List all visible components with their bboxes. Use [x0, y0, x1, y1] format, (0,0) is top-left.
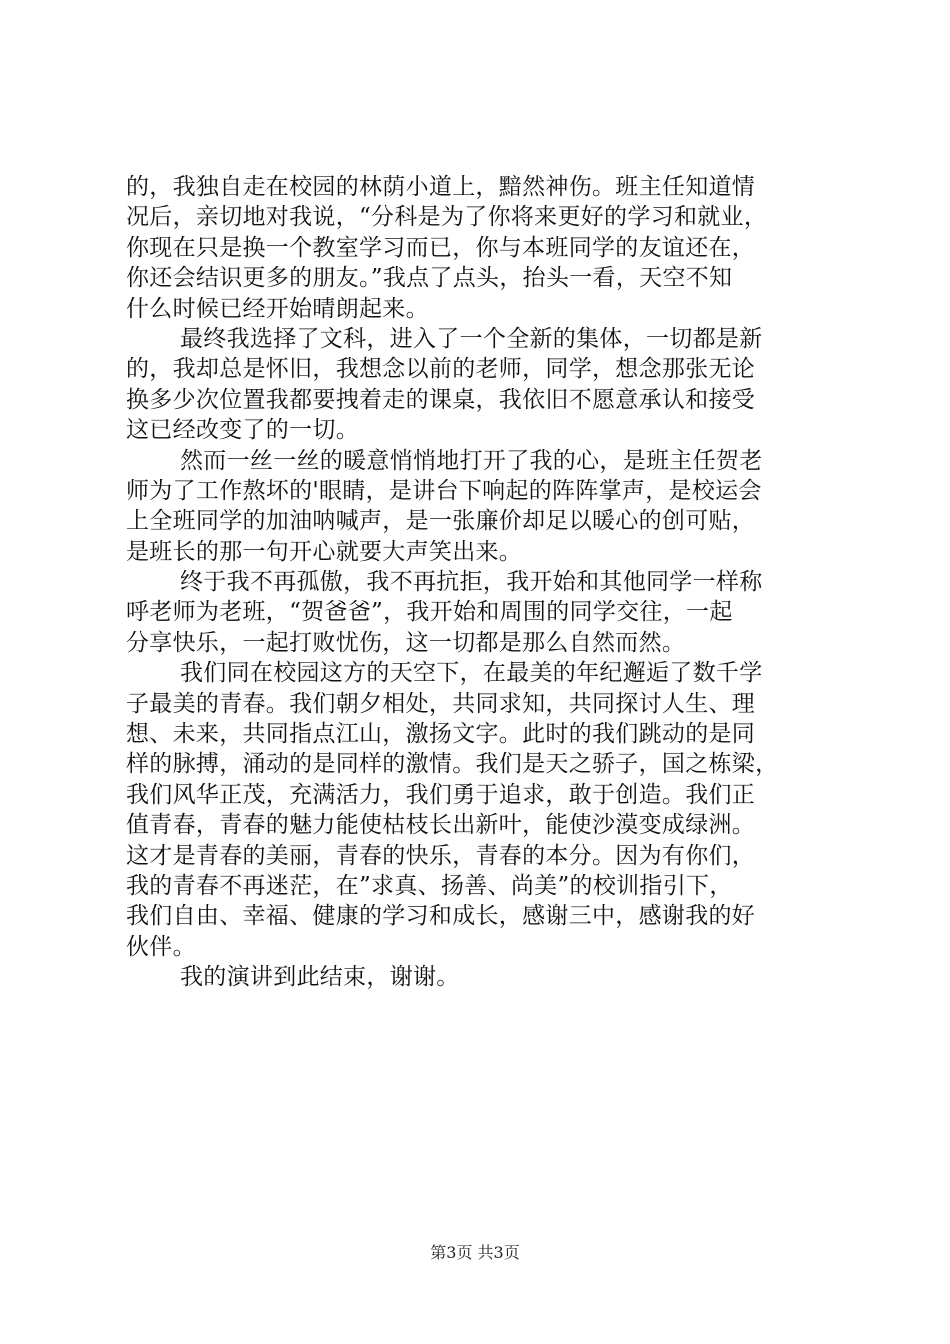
- body-line: 想、未来，共同指点江山，激扬文字。此时的我们跳动的是同: [126, 721, 756, 748]
- body-line: 况后，亲切地对我说，“分科是为了你将来更好的学习和就业，: [126, 204, 768, 231]
- body-line: 是班长的那一句开心就要大声笑出来。: [126, 538, 523, 565]
- body-line: 值青春，青春的魅力能使枯枝长出新叶，能使沙漠变成绿洲。: [126, 812, 756, 839]
- body-line: 你还会结识更多的朋友。”我点了点头，抬头一看，天空不知: [126, 265, 733, 292]
- paragraph-first-line: 最终我选择了文科，进入了一个全新的集体，一切都是新: [180, 325, 763, 352]
- body-line: 这已经改变了的一切。: [126, 417, 359, 444]
- body-line: 你现在只是换一个教室学习而已，你与本班同学的友谊还在，: [126, 234, 756, 261]
- body-line: 什么时候已经开始晴朗起来。: [126, 295, 429, 322]
- paragraph-first-line: 终于我不再孤傲，我不再抗拒，我开始和其他同学一样称: [180, 569, 763, 596]
- paragraph-first-line: 我们同在校园这方的天空下，在最美的年纪邂逅了数千学: [180, 660, 763, 687]
- body-line: 上全班同学的加油呐喊声，是一张廉价却足以暖心的创可贴，: [126, 508, 756, 535]
- body-line: 呼老师为老班，“贺爸爸”，我开始和周围的同学交往，一起: [126, 599, 733, 626]
- body-line: 样的脉搏，涌动的是同样的激情。我们是天之骄子，国之栋梁，: [126, 751, 779, 778]
- body-line: 师为了工作熬坏的'眼睛，是讲台下响起的阵阵掌声，是校运会: [126, 477, 762, 504]
- body-line: 子最美的青春。我们朝夕相处，共同求知，共同探讨人生、理: [126, 690, 756, 717]
- body-line: 换多少次位置我都要拽着走的课桌，我依旧不愿意承认和接受: [126, 386, 756, 413]
- body-line: 我们自由、幸福、健康的学习和成长，感谢三中，感谢我的好: [126, 903, 756, 930]
- paragraph-first-line: 然而一丝一丝的暖意悄悄地打开了我的心，是班主任贺老: [180, 447, 763, 474]
- body-line: 的，我独自走在校园的林荫小道上，黯然神伤。班主任知道情: [126, 174, 756, 200]
- body-line: 分享快乐，一起打败忧伤，这一切都是那么自然而然。: [126, 629, 686, 656]
- page-number: 第3页 共3页: [430, 1243, 520, 1262]
- body-line: 我们风华正茂，充满活力，我们勇于追求，敢于创造。我们正: [126, 781, 756, 808]
- body-line: 伙伴。: [126, 933, 196, 960]
- paragraph-first-line: 我的演讲到此结束，谢谢。: [180, 964, 460, 991]
- body-line: 我的青春不再迷茫，在”求真、扬善、尚美”的校训指引下，: [126, 872, 733, 899]
- body-line: 的，我却总是怀旧，我想念以前的老师，同学，想念那张无论: [126, 356, 756, 383]
- document-body: [126, 172, 832, 993]
- page-footer: [0, 1243, 950, 1263]
- body-line: 这才是青春的美丽，青春的快乐，青春的本分。因为有你们，: [126, 842, 756, 869]
